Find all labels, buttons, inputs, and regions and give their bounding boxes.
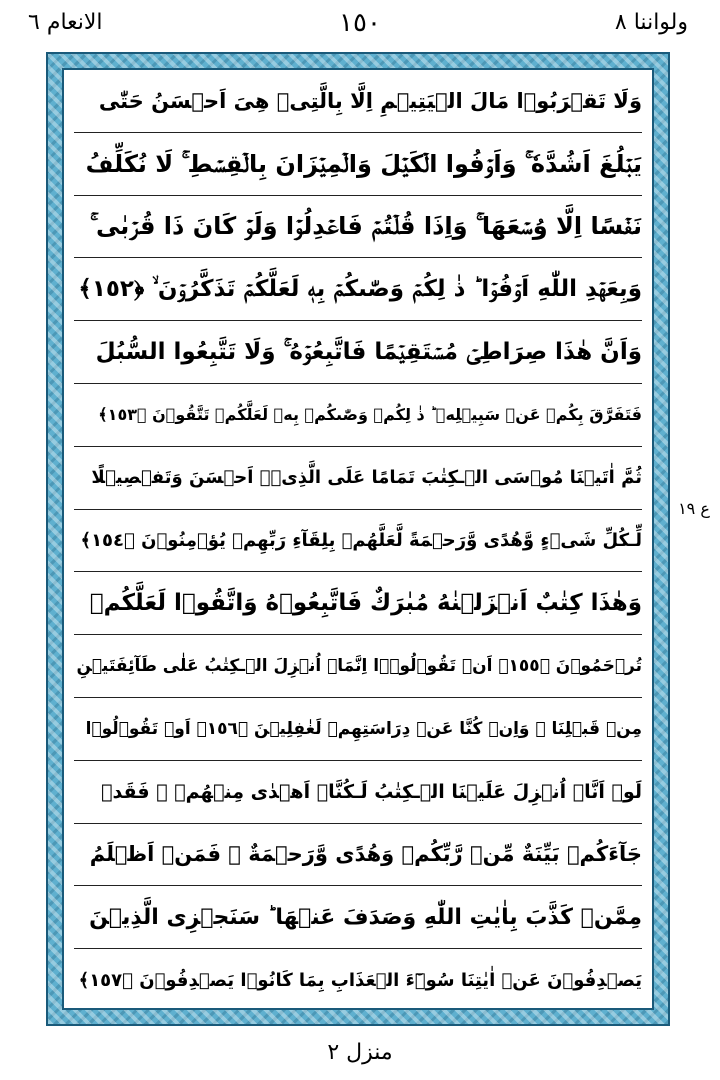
text-line-11: مِنۡ قَبۡلِنَا ۖ وَاِنۡ كُنَّا عَنۡ دِرَاسَتِهِمۡ لَغٰفِلِيۡنَ ﴿١٥٦﴾ اَوۡ تَقُوۡلُوۡا [74, 698, 642, 761]
text-line-14: مِمَّنۡ كَذَّبَ بِاٰيٰتِ اللّٰهِ وَصَدَفَ عَنۡهَا ؕ سَنَجۡزِى الَّذِيۡنَ [74, 886, 642, 949]
text-line-8: لِّـكُلِّ شَىۡءٍ وَّهُدًى وَّرَحۡمَةً لَّعَلَّهُمۡ بِلِقَآءِ رَبِّهِمۡ يُؤۡمِنُوۡنَ ﴿١٥٤﴾ [74, 510, 642, 573]
text-line-12: لَوۡ اَنَّاۤ اُنۡزِلَ عَلَيۡنَا الۡـكِتٰبُ لَـكُنَّاۤ اَهۡدٰى مِنۡهُمۡ ۚ فَقَدۡ [74, 761, 642, 824]
text-line-9: وَهٰذَا كِتٰبٌ اَنۡزَلۡنٰهُ مُبٰرَكٌ فَاتَّبِعُوۡهُ وَاتَّقُوۡا لَعَلَّكُمۡ [74, 572, 642, 635]
text-line-6: فَتَفَرَّقَ بِكُمۡ عَنۡ سَبِيۡلِهٖ ؕ ذٰ لِكُمۡ وَصّٰٮكُمۡ بِهٖ لَعَلَّكُمۡ تَتَّقُوۡنَ ﴿١٥٣﴾ [74, 384, 642, 447]
text-area [62, 68, 654, 1010]
page-number: ١٥٠ [339, 8, 381, 38]
text-line-10: تُرۡحَمُوۡنَ ﴿١٥٥﴾ اَنۡ تَقُوۡلُوۡۤا اِنَّمَاۤ اُنۡزِلَ الۡـكِتٰبُ عَلٰى طَآئِفَتَيۡنِ [74, 635, 642, 698]
decorative-page-border [46, 52, 670, 1026]
text-line-15: يَصۡدِفُوۡنَ عَنۡ اٰيٰتِنَا سُوۡٓءَ الۡعَذَابِ بِمَا كَانُوۡا يَصۡدِفُوۡنَ ﴿١٥٧﴾ [78, 970, 642, 992]
text-line-7: ثُمَّ اٰتَيۡنَا مُوۡسَى الۡـكِتٰبَ تَمَامًا عَلَى الَّذِىۡۤ اَحۡسَنَ وَتَفۡصِيۡلًا [74, 447, 642, 510]
text-line-1: وَلَا تَقۡرَبُوۡا مَالَ الۡيَتِيۡمِ اِلَّا بِالَّتِىۡ هِىَ اَحۡسَنُ حَتّٰى [74, 70, 642, 133]
manzil-label: منزل ٢ [327, 1040, 393, 1065]
surah-name-label: الانعام ٦ [28, 10, 103, 35]
text-line-2: يَبۡلُغَ اَشُدَّهٗ ۚ وَاَوۡفُوا الۡكَيۡلَ وَالۡمِيۡزَانَ بِالۡقِسۡطِ ۚ لَا نُكَلِّفُ [74, 133, 642, 196]
verse-lines [64, 70, 652, 1008]
text-line-3: نَفۡسًا اِلَّا وُسۡعَهَا ۚ وَاِذَا قُلۡتُمۡ فَاعۡدِلُوۡا وَلَوۡ كَانَ ذَا قُرۡبٰى ۚ [74, 196, 642, 259]
text-line-5: وَاَنَّ هٰذَا صِرَاطِىۡ مُسۡتَقِيۡمًا فَاتَّبِعُوۡهُ ۚ وَلَا تَتَّبِعُوا السُّبُلَ [74, 321, 642, 384]
ruku-marker: ع ١٩ [678, 499, 710, 518]
text-line-13: جَآءَكُمۡ بَيِّنَةٌ مِّنۡ رَّبِّكُمۡ وَهُدًى وَّرَحۡمَةٌ ۚ فَمَنۡ اَظۡلَمُ [74, 824, 642, 887]
text-line-4: وَبِعَهۡدِ اللّٰهِ اَوۡفُوۡا ؕ ذٰ لِكُمۡ وَصّٰٮكُمۡ بِهٖ لَعَلَّكُمۡ تَذَكَّرُوۡنَ ۙ ﴿١٥٢﴾ [74, 258, 642, 321]
juz-name-label: ولواننا ٨ [614, 10, 688, 35]
page-header [0, 0, 720, 52]
